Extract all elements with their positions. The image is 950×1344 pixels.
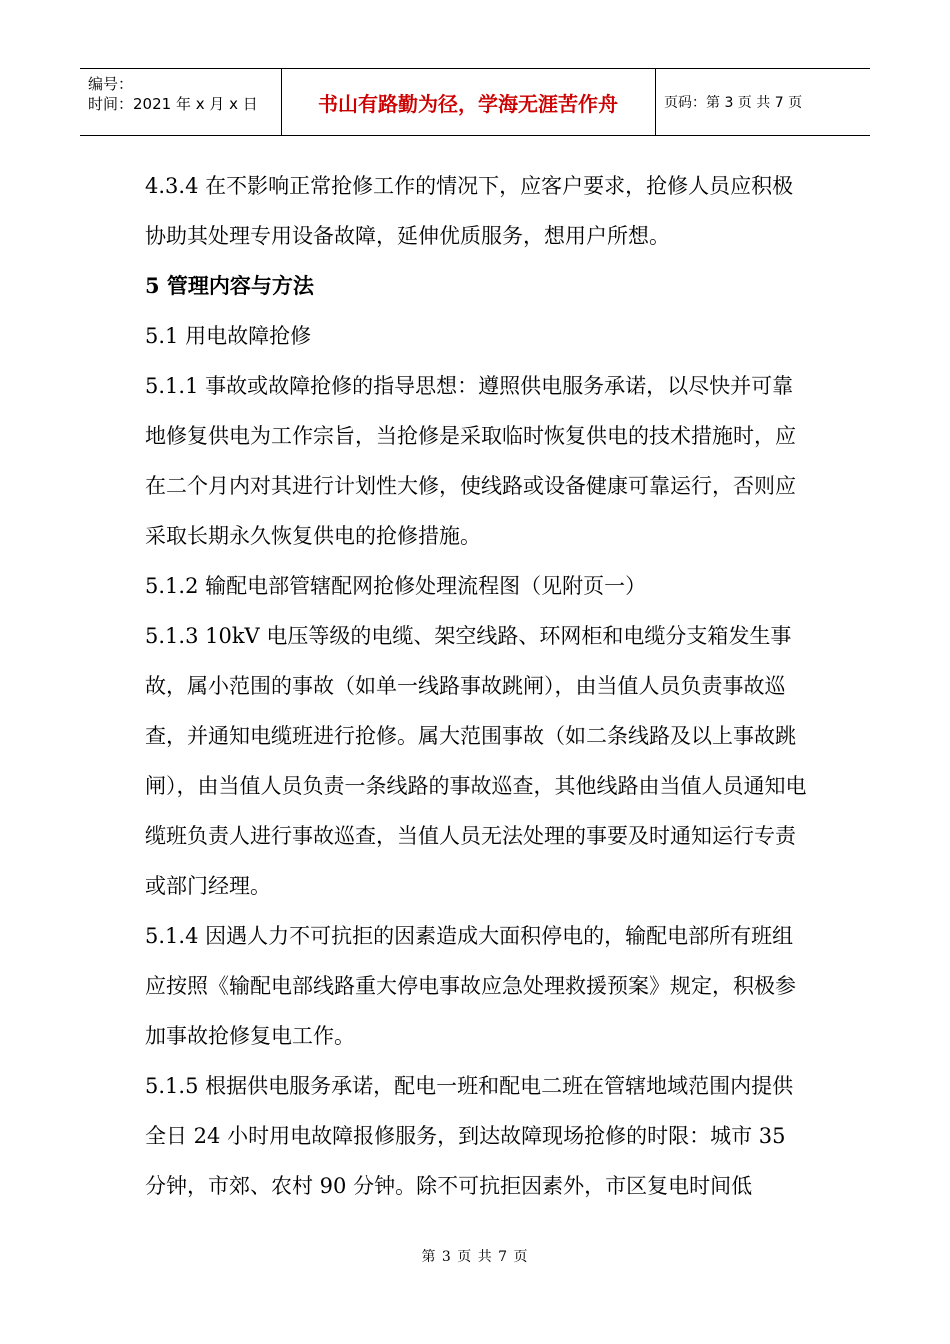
paragraph: 5.1.1 事故或故障抢修的指导思想：遵照供电服务承诺，以尽快并可靠地修复供电为工作宗旨，当抢修是采取临时恢复供电的技术措施时，应在二个月内对其进行计划性大修，使线路或设备健康可靠运行，否则应采取长期永久恢复供电的抢修措施。	[145, 374, 796, 548]
paragraph: 5.1 用电故障抢修	[145, 324, 312, 348]
paragraph: 5.1.3 10kV 电压等级的电缆、架空线路、环网柜和电缆分支箱发生事故，属小范围的事故（如单一线路事故跳闸），由当值人员负责事故巡查，并通知电缆班进行抢修。属大范围事故（如二条线路及以上事故跳闸），由当值人员负责一条线路的事故巡查，其他线路由当值人员通知电缆班负责人进行事故巡查，当值人员无法处理的事要及时通知运行专责或部门经理。	[145, 624, 807, 898]
document-body	[145, 161, 810, 1211]
header-bottom-rule	[80, 135, 870, 136]
header-meta	[88, 74, 258, 114]
page-footer: 第 3 页 共 7 页	[421, 1249, 529, 1265]
section-heading: 5 管理内容与方法	[145, 273, 314, 298]
header-page-number: 页码：第 3 页 共 7 页	[664, 95, 803, 111]
header-divider-right	[655, 68, 656, 135]
document-number-label: 编号：	[88, 75, 134, 93]
header-top-rule	[80, 68, 870, 69]
paragraph: 5.1.4 因遇人力不可抗拒的因素造成大面积停电的，输配电部所有班组应按照《输配电部线路重大停电事故应急处理救援预案》规定，积极参加事故抢修复电工作。	[145, 924, 796, 1048]
paragraph: 4.3.4 在不影响正常抢修工作的情况下，应客户要求，抢修人员应积极协助其处理专用设备故障，延伸优质服务，想用户所想。	[145, 174, 794, 248]
paragraph: 5.1.5 根据供电服务承诺，配电一班和配电二班在管辖地域范围内提供全日 24 小时用电故障报修服务，到达故障现场抢修的时限：城市 35 分钟，市郊、农村 90 分钟。除不可抗拒因素外，市区复电时间低	[145, 1074, 794, 1198]
header-motto: 书山有路勤为径，学海无涯苦作舟	[318, 92, 618, 116]
paragraph: 5.1.2 输配电部管辖配网抢修处理流程图（见附页一）	[145, 574, 647, 598]
document-date-label: 时间：2021 年 x 月 x 日	[88, 95, 258, 113]
